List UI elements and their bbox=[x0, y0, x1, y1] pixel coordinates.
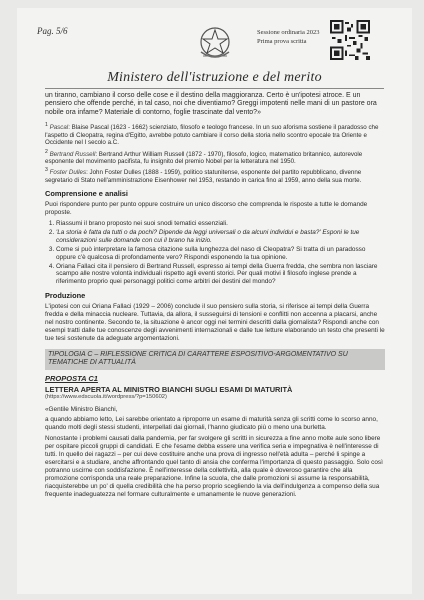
qr-code-icon bbox=[330, 20, 370, 60]
footnote-term: Bertrand Russell bbox=[49, 150, 96, 158]
proposta-label: PROPOSTA C1 bbox=[45, 373, 98, 383]
ministry-heading: Ministero dell'istruzione e del merito bbox=[107, 70, 322, 85]
page-number: Pag. 5/6 bbox=[37, 26, 68, 36]
session-line: Sessione ordinaria 2023 bbox=[257, 29, 320, 36]
footnote: $^3$ Foster Dulles: John Foster Dulles (1888 - 1959), politico statunitense, esponente del partito repubblicano, divenne segretario di Stato nell'amministrazione Eisenhower nel 1953, restando in carica fino al 1959, anno della sua morte. bbox=[45, 167, 362, 184]
footnote: $^2$ Bertrand Russell: Bertrand Arthur William Russell (1872 - 1970), filosofo, logico, matematico britannico, autorevole esponente del movimento pacifista, fu insignito del premio Nobel per la letteratura nel 1950. bbox=[45, 148, 363, 165]
question-item bbox=[56, 229, 385, 245]
source-url: (https://www.edscuola.it/wordpress/?p=150602) bbox=[45, 393, 167, 400]
letter-salutation: «Gentile Ministro Bianchi, bbox=[45, 405, 118, 413]
passage-ending: un tiranno, cambiano il corso delle cose e il destino della maggioranza. Certo è un'ipotesi atroce. E un pensiero che offende perché, in tal caso, noi che diventiamo? Greggi impotenti nelle mani di un pastore ora nobile ora infame? Materiale di contorno, foglie trascinate dal vento?» bbox=[45, 92, 377, 116]
italian-republic-emblem-icon bbox=[195, 22, 235, 64]
tipologia-banner: TIPOLOGIA C – RIFLESSIONE CRITICA DI CARATTERE ESPOSITIVO-ARGOMENTATIVO SU TEMATICHE DI ATTUALITÀ bbox=[45, 349, 385, 370]
question-quote: 'La storia è fatta da tutti o da pochi? Dipende da leggi universali o da alcuni individui e basta?' Esponi le tue considerazioni sulle domande con cui il brano ha inizio. bbox=[56, 228, 360, 244]
letter-body bbox=[45, 406, 385, 499]
footnote-text: : John Foster Dulles (1888 - 1959), politico statunitense, esponente del partito repubblicano, divenne segretario di Stato nell'amministrazione Eisenhower nel 1953, restando in carica fino al 1959, anno della sua morte. bbox=[45, 169, 362, 184]
question-list bbox=[45, 220, 385, 286]
exam-body bbox=[45, 92, 385, 502]
question-item: 3. Come si può interpretare la famosa citazione sulla lunghezza del naso di Cleopatra? Si tratta di un paradosso oppure c'è qualcosa di profondamente vero? Rispondi esponendo la tua opinione. bbox=[56, 246, 385, 262]
footnote-text: : Blaise Pascal (1623 - 1662) scienziato, filosofo e teologo francese. In un suo aforisma sostiene il paradosso che l'aspetto di Cleopatra, regina d'Egitto, avrebbe potuto cambiare il corso della storia nello scontro epocale tra Oriente e Occidente nel I secolo a.C. bbox=[45, 124, 379, 147]
letter-title: LETTERA APERTA AL MINISTRO BIANCHI SUGLI ESAMI DI MATURITÀ bbox=[45, 384, 293, 394]
letter-paragraph: Nonostante i problemi causati dalla pandemia, per far svolgere gli scritti in sicurezza a fine anno molte aule sono libere per ospitare piccoli gruppi di candidati. E che l'esame debba essere una verifica seria e impegnativa è nell'interesse di tutti. In quello dei ragazzi – per cui deve costituire anche una prova di ingresso nell'età adulta – perché li spinge a esercitarsi e a studiare, anche affrontando quel tanto di ansia che conferma l'importanza di questo passaggio. Solo così potranno uscirne con soddisfazione. È nell'interesse della collettività, alla quale è doveroso garantire che alla promozione corrisponda una reale preparazione. Infine la scuola, che dalle promozioni si assume la responsabilità, riacquisterebbe un po' di quella credibilità che ha perso proprio scegliendo la via dell'indulgenza a compenso della sua frequente inadeguatezza nel formare culturalmente e umanamente le nuove generazioni. bbox=[45, 435, 383, 498]
exam-page bbox=[17, 8, 412, 594]
footnote-text: : Bertrand Arthur William Russell (1872 - 1970), filosofo, logico, matematico britannico, autorevole esponente del movimento pacifista, fu insignito del premio Nobel per la letteratura nel 1950. bbox=[45, 150, 363, 165]
header-divider bbox=[45, 88, 384, 89]
section-heading: Comprensione e analisi bbox=[45, 189, 128, 199]
section-text: L'ipotesi con cui Oriana Fallaci (1929 – 2006) conclude il suo pensiero sulla storia, si riferisce ai tempi della Guerra fredda e della minaccia nucleare. Tuttavia, da allora, il susseguirsi di tensioni e conflitti non accenna a placarsi, anche nel nostro continente. Secondo te, la situazione è ancor oggi nei termini descritti dalla giornalista? Rispondi anche con esempi tratti dalle tue conoscenze degli avvenimenti internazionali e dalle tue letture elaborando un testo che presenti le tue tesi sostenute da adeguate argomentazioni. bbox=[45, 303, 385, 342]
letter-paragraph: a quando abbiamo letto, Lei sarebbe orientato a riproporre un esame di maturità senza gli scritti come lo scorso anno, quando molti degli stessi studenti, interpellati dai giornali, l'hanno giudicato più o meno una burletta. bbox=[45, 416, 378, 432]
session-info bbox=[257, 28, 319, 46]
footnote-term: Pascal bbox=[49, 124, 69, 132]
section-heading: Produzione bbox=[45, 291, 86, 301]
footnote-term: Foster Dulles bbox=[49, 169, 87, 177]
footnote: $^1$ Pascal: Blaise Pascal (1623 - 1662) scienziato, filosofo e teologo francese. In un suo aforisma sostiene il paradosso che l'aspetto di Cleopatra, regina d'Egitto, avrebbe potuto cambiare il corso della storia nello scontro epocale tra Oriente e Occidente nel I secolo a.C. bbox=[45, 122, 379, 147]
exam-line: Prima prova scritta bbox=[257, 38, 307, 45]
question-item: 4. Oriana Fallaci cita il pensiero di Bertrand Russell, espresso ai tempi della Guerra fredda, che sembra non lasciare scampo alle nostre volontà individuali rispetto agli eventi storici. Per quali motivi il filosofo inglese prende a riferimento proprio quei personaggi politici come arbitri dei destini del mondo? bbox=[56, 263, 385, 287]
section-intro: Puoi rispondere punto per punto oppure costruire un unico discorso che comprenda le risposte a tutte le domande proposte. bbox=[45, 201, 368, 217]
question-item: 1. Riassumi il brano proposto nei suoi snodi tematici essenziali. bbox=[56, 220, 385, 228]
